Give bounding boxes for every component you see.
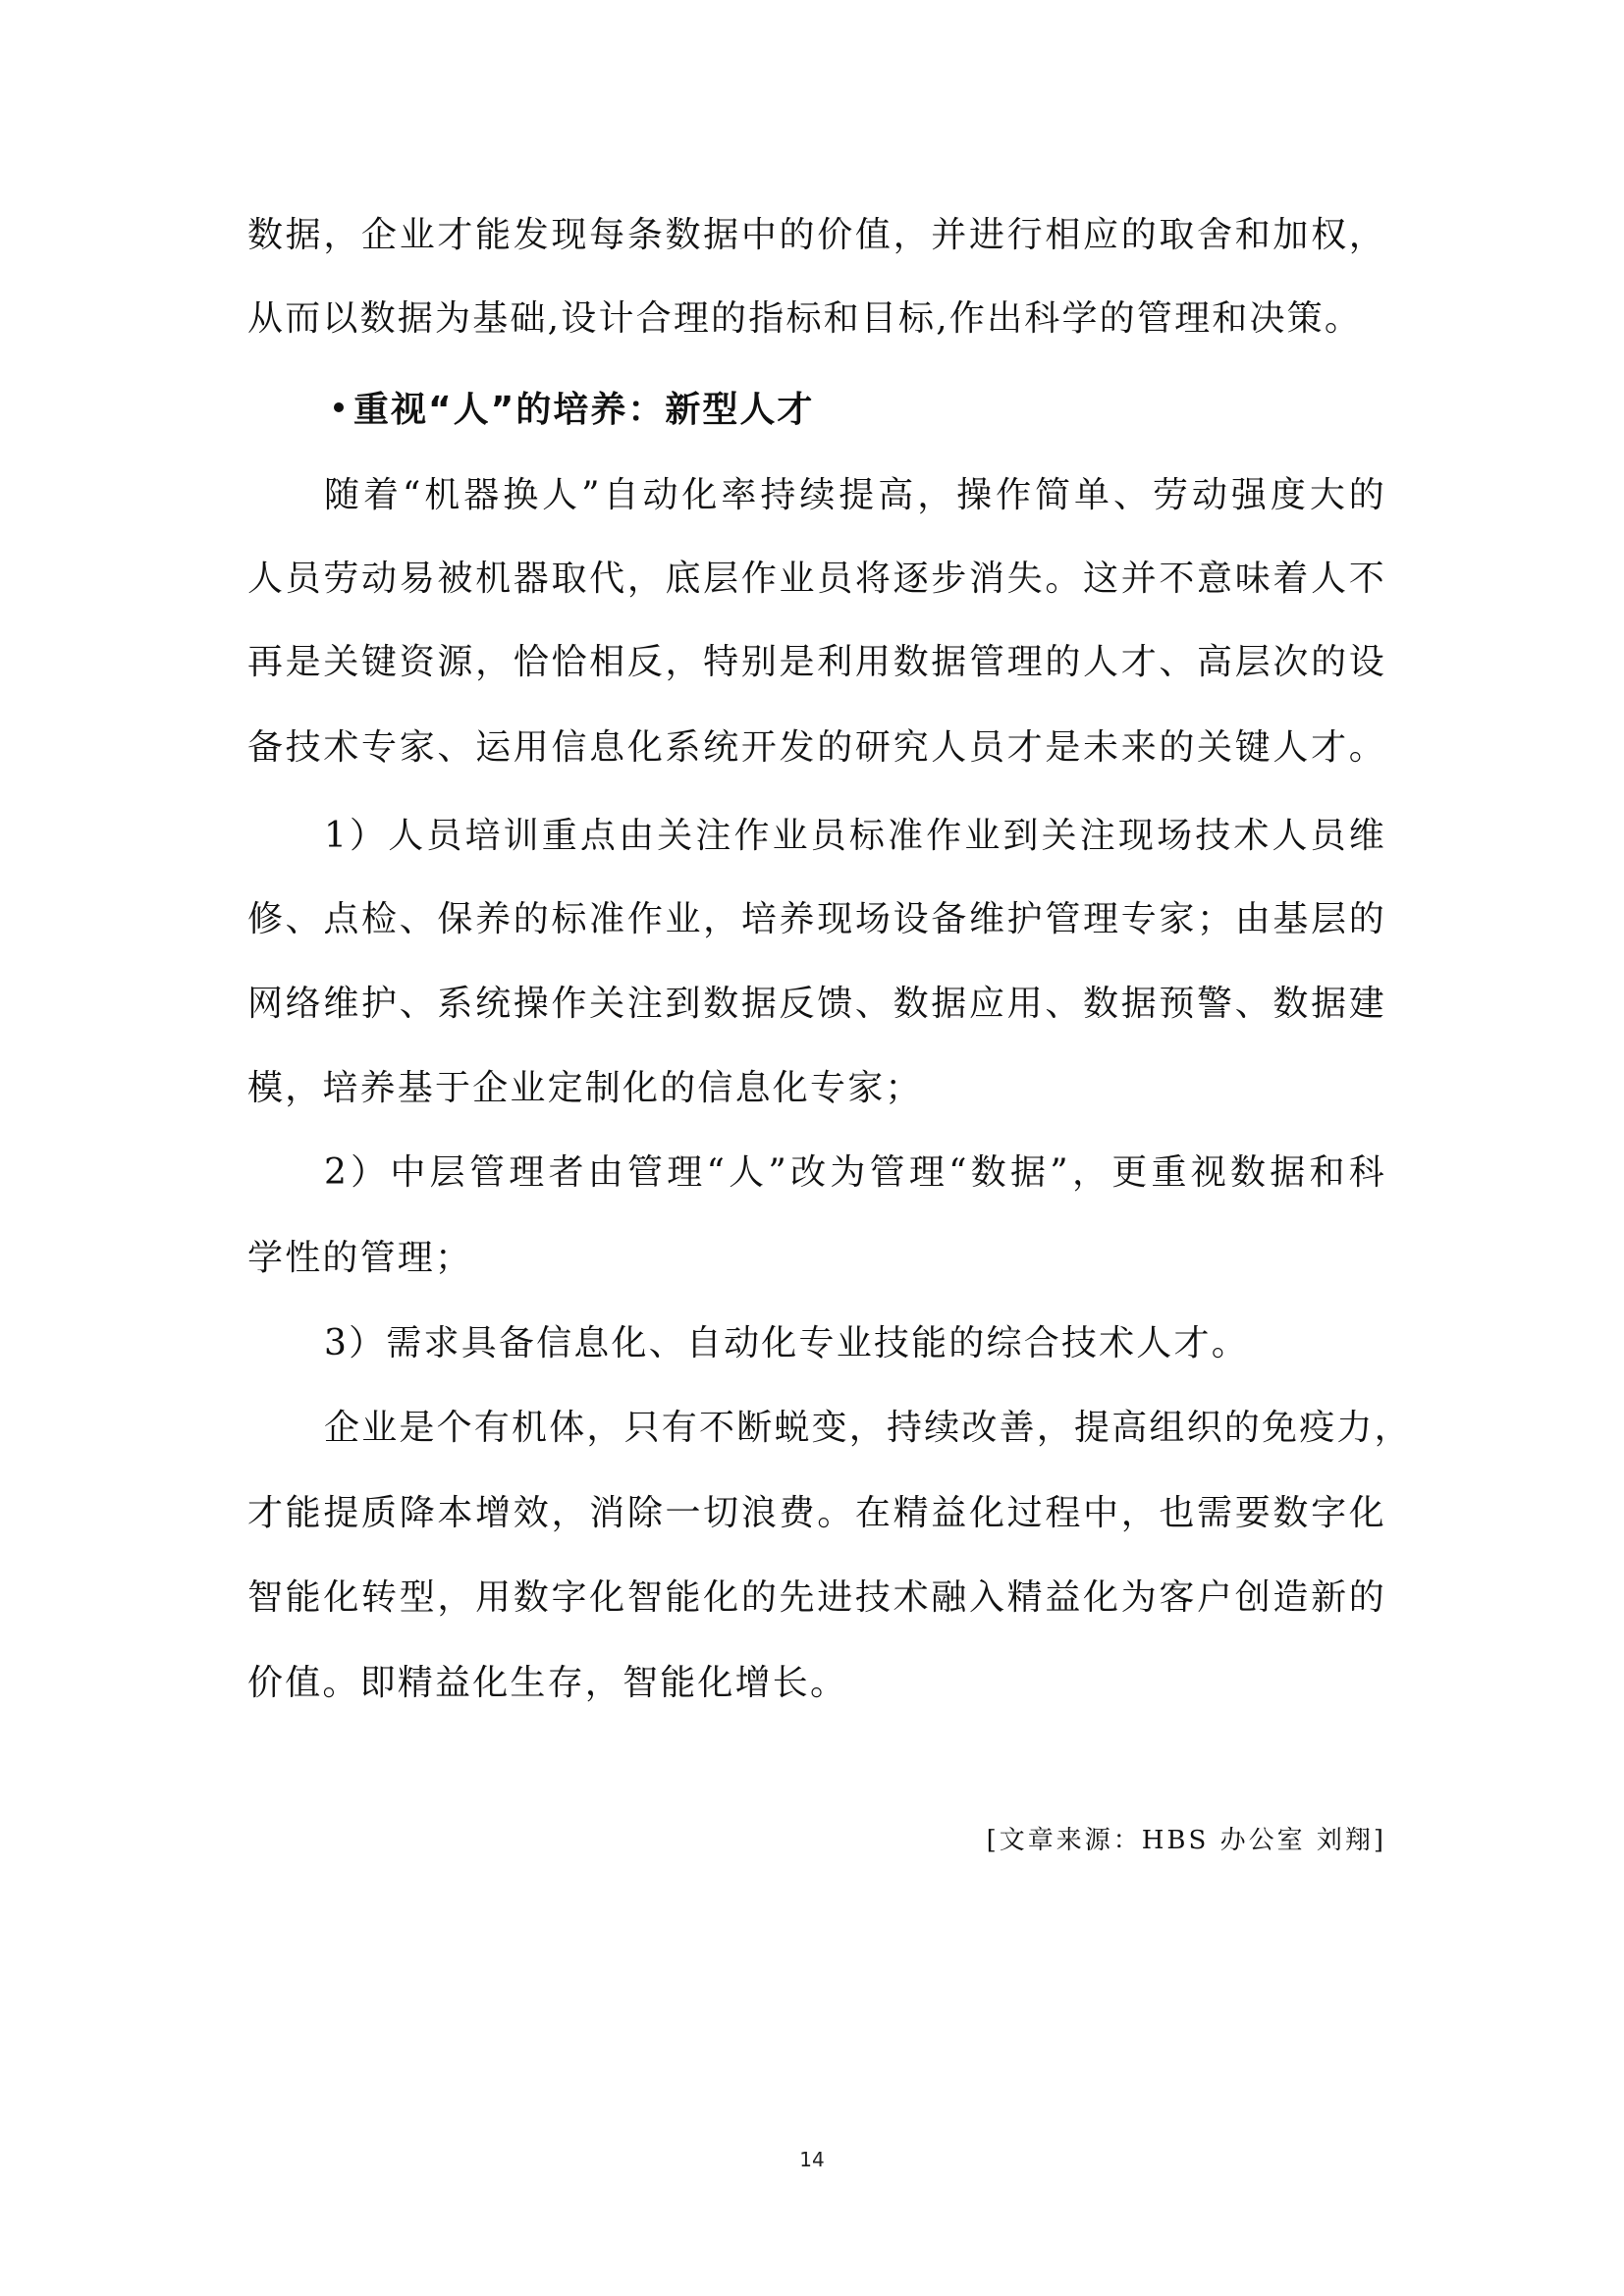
paragraph-line: 智能化转型，用数字化智能化的先进技术融入精益化为客户创造新的 (247, 1577, 1386, 1618)
section-heading (324, 386, 814, 435)
section-heading-text: 重视“人”的培养：新型人才 (353, 390, 815, 430)
list-item-line: 网络维护、系统操作关注到数据反馈、数据应用、数据预警、数据建 (247, 984, 1386, 1024)
list-item-line: 学性的管理； (247, 1238, 473, 1278)
list-item-line: 修、点检、保养的标准作业，培养现场设备维护管理专家；由基层的 (247, 899, 1386, 939)
paragraph-line: 企业是个有机体，只有不断蜕变，持续改善，提高组织的免疫力， (324, 1408, 1412, 1448)
paragraph-line: 价值。即精益化生存，智能化增长。 (247, 1663, 848, 1703)
article-source: [文章来源：HBS 办公室 刘翔] (986, 1826, 1386, 1855)
paragraph-line: 数据，企业才能发现每条数据中的价值，并进行相应的取舍和加权， (247, 215, 1386, 255)
list-item-line: 2）中层管理者由管理“人”改为管理“数据”，更重视数据和科 (324, 1152, 1386, 1193)
paragraph-line: 再是关键资源，恰恰相反，特别是利用数据管理的人才、高层次的设 (247, 642, 1386, 682)
paragraph-line: 才能提质降本增效，消除一切浪费。在精益化过程中，也需要数字化 (247, 1493, 1386, 1533)
paragraph-line: 从而以数据为基础,设计合理的指标和目标,作出科学的管理和决策。 (247, 298, 1363, 339)
list-item-line: 1）人员培训重点由关注作业员标准作业到关注现场技术人员维 (324, 816, 1386, 856)
paragraph-line: 人员劳动易被机器取代，底层作业员将逐步消失。这并不意味着人不 (247, 559, 1386, 599)
bullet-icon (334, 402, 344, 412)
paragraph-line: 备技术专家、运用信息化系统开发的研究人员才是未来的关键人才。 (247, 727, 1386, 768)
list-item-line: 模，培养基于企业定制化的信息化专家； (247, 1068, 923, 1108)
page-number: 14 (799, 2148, 825, 2171)
list-item-line: 3）需求具备信息化、自动化专业技能的综合技术人才。 (324, 1323, 1249, 1363)
paragraph-line: 随着“机器换人”自动化率持续提高，操作简单、劳动强度大的 (324, 475, 1386, 515)
